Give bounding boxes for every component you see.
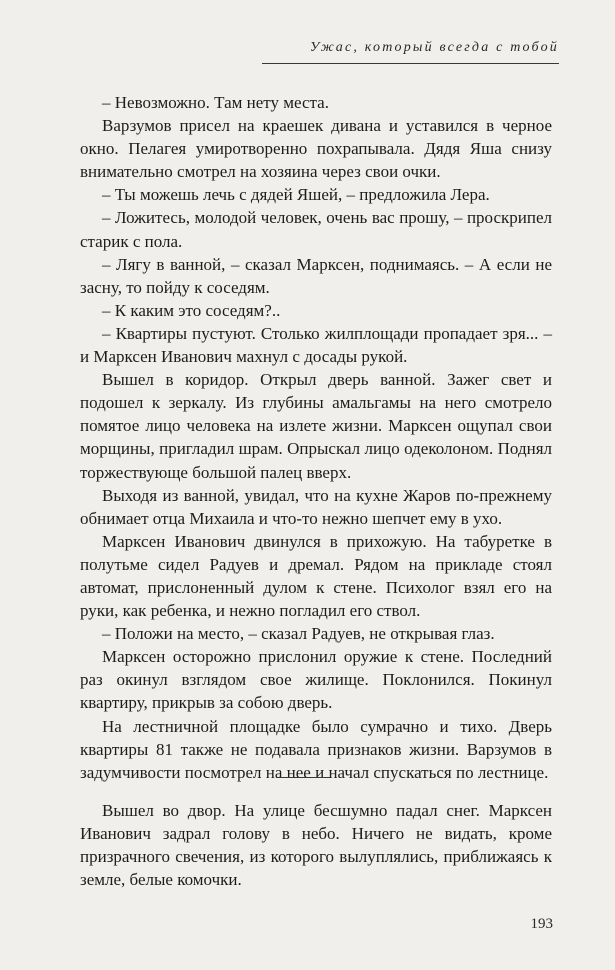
paragraph: – Невозможно. Там нету места. [102,93,329,112]
paragraph: – К каким это соседям?.. [102,300,281,320]
paragraph: Вышел во двор. На улице бесшумно падал снег. Марксен Иванович задрал голову в небо. Ничего не видать, кроме призрачного свечения, из которого вылуплялись, приближаясь к земле, белые комочки. [80,801,552,890]
paragraph: Марксен Иванович двинулся в прихожую. На табуретке в полутьме сидел Радуев и дремал. Рядом на прикладе стоял автомат, прислоненный дулом к стене. Психолог взял его на руки, как ребенка, и нежно погладил его ствол. [80,531,552,621]
paragraph: – Квартиры пустуют. Столько жилплощади пропадает зря... – и Марксен Иванович махнул с досады рукой. [80,323,552,367]
scene-break-rule [276,777,330,778]
paragraph: Вышел в коридор. Открыл дверь ванной. Зажег свет и подошел к зеркалу. Из глубины амальгамы на него смотрело помятое лицо человека на излете жизни. Марксен ощупал свои морщины, пригладил шрам. Опрыскал лицо одеколоном. Поднял торжествующе большой палец вверх. [80,370,552,482]
paragraph: – Лягу в ванной, – сказал Марксен, поднимаясь. – А если не засну, то пойду к соседям. [80,254,552,297]
paragraph: – Ты можешь лечь с дядей Яшей, – предложила Лера. [102,185,490,205]
section-2-text [80,799,552,891]
header-rule [262,63,559,64]
paragraph: Выходя из ванной, увидал, что на кухне Жаров по-прежнему обнимает отца Михаила и что-то нежно шепчет ему в ухо. [80,485,552,528]
running-header: Ужас, который всегда с тобой [309,40,559,55]
section-1-text [80,91,552,784]
paragraph: Варзумов присел на краешек дивана и уставился в черное окно. Пелагея умиротворенно похрапывала. Дядя Яша снизу внимательно смотрел на хозяина через свои очки. [80,116,552,182]
paragraph: – Положи на место, – сказал Радуев, не открывая глаз. [102,624,495,644]
page-number: 193 [530,916,553,932]
paragraph: Марксен осторожно прислонил оружие к стене. Последний раз окинул взглядом свое жилище. Поклонился. Покинул квартиру, прикрыв за собою дверь. [80,647,552,713]
paragraph: На лестничной площадке было сумрачно и тихо. Дверь квартиры 81 также не подавала признаков жизни. Варзумов в задумчивости посмотрел на нее и начал спускаться по лестнице. [80,716,552,782]
paragraph: – Ложитесь, молодой человек, очень вас прошу, – проскрипел старик с пола. [80,208,552,251]
